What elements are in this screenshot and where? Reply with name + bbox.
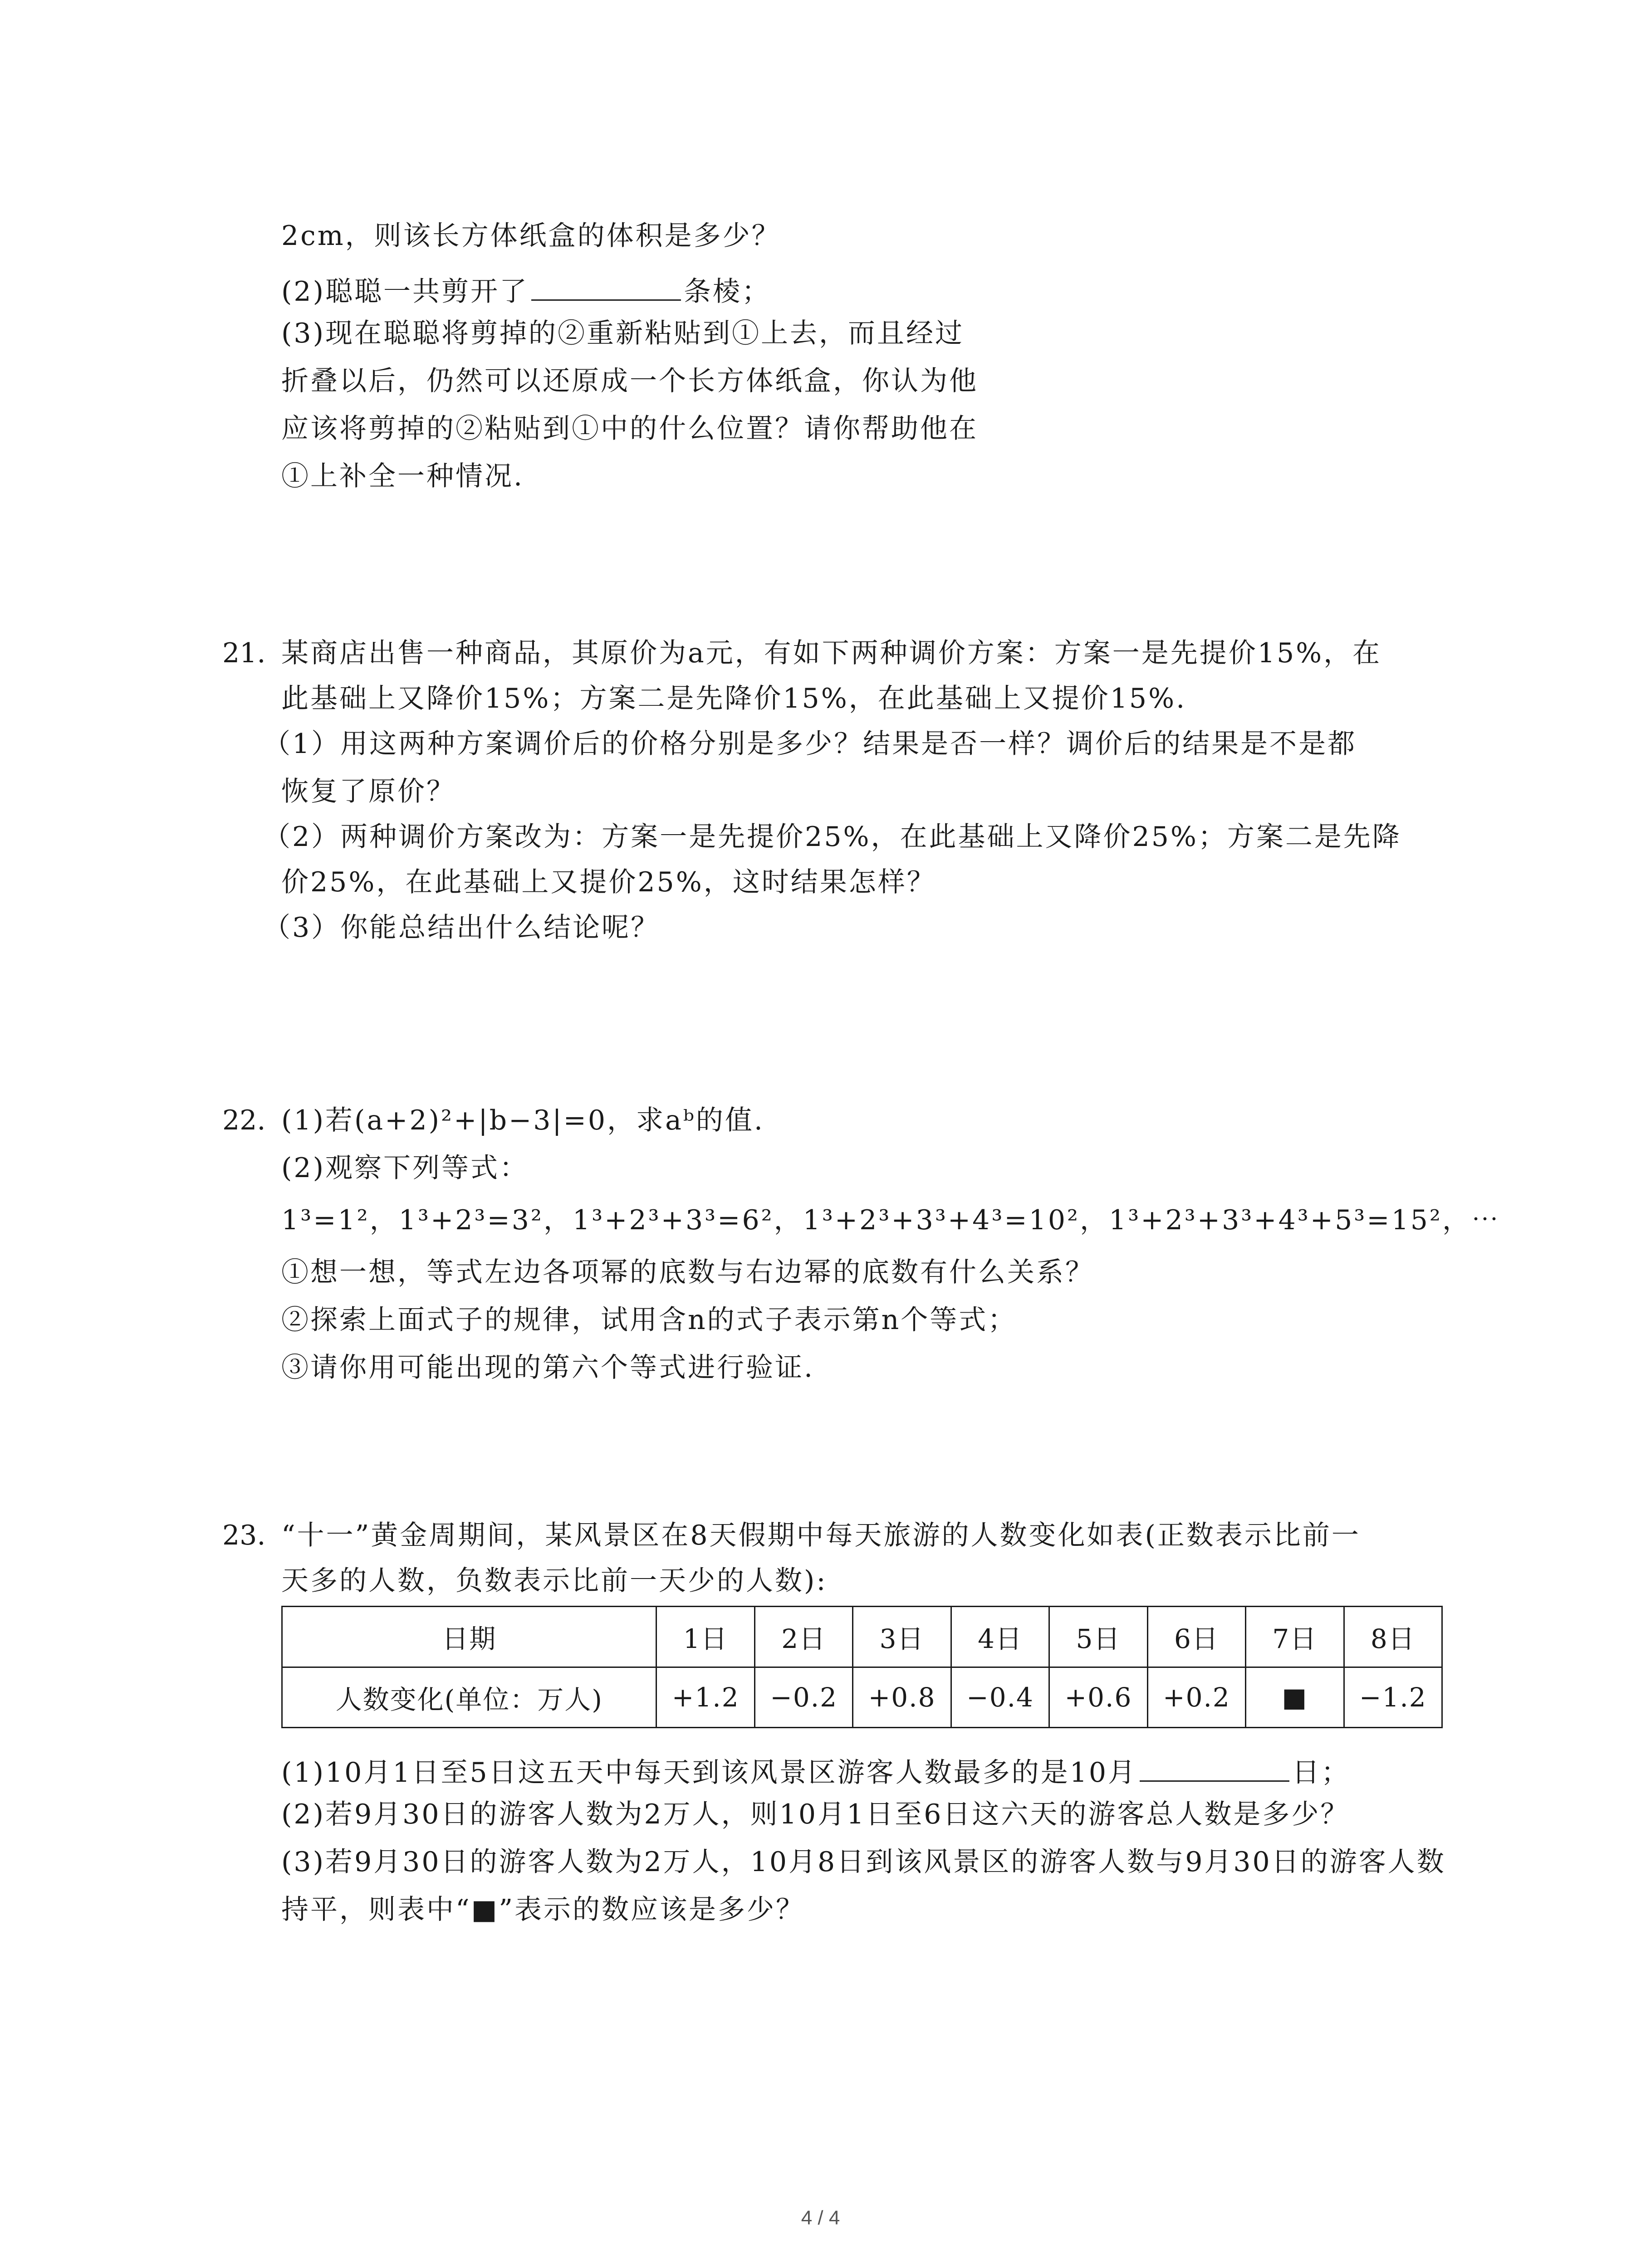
q21-line-6: 价25%，在此基础上又提价25%，这时结果怎样？ — [281, 866, 936, 898]
q23-line-6: 持平，则表中“■”表示的数应该是多少？ — [281, 1894, 805, 1926]
q23-line-4: (2)若9月30日的游客人数为2万人，则10月1日至6日这六天的游客总人数是多少？ — [281, 1799, 1350, 1830]
q23-part1-prefix: (1)10月1日至5日这五天中每天到该风景区游客人数最多的是10月 — [281, 1757, 1137, 1789]
q20-line-4: 折叠以后，仍然可以还原成一个长方体纸盒，你认为他 — [281, 365, 978, 397]
q22-line-3: 1³=1²，1³+2³=3²，1³+2³+3³=6²，1³+2³+3³+4³=10²，1³+2³+3³+4³+5³=15²，⋯ — [281, 1204, 1500, 1236]
table-cell-change: −0.2 — [754, 1667, 852, 1728]
table-cell-change-unknown: ■ — [1246, 1667, 1344, 1728]
q20-line-5: 应该将剪掉的②粘贴到①中的什么位置？请你帮助他在 — [281, 413, 978, 445]
table-cell-change: −0.4 — [951, 1667, 1049, 1728]
q23-line-2: 天多的人数，负数表示比前一天少的人数): — [281, 1565, 828, 1597]
q21-line-1: 某商店出售一种商品，其原价为a元，有如下两种调价方案：方案一是先提价15%，在 — [281, 637, 1382, 669]
q23-line-3 — [281, 1753, 1351, 1789]
table-cell-change: +1.2 — [656, 1667, 754, 1728]
q21-line-4: 恢复了原价？ — [281, 776, 456, 807]
table-cell-day: 7日 — [1246, 1607, 1344, 1667]
q21-line-3: （1）用这两种方案调价后的价格分别是多少？结果是否一样？调价后的结果是不是都 — [263, 728, 1357, 760]
q23-part1-suffix: 日； — [1292, 1757, 1351, 1789]
q23-line-5: (3)若9月30日的游客人数为2万人，10月8日到该风景区的游客人数与9月30日的游客人数 — [281, 1846, 1446, 1878]
table-cell-day: 2日 — [754, 1607, 852, 1667]
table-cell-change: +0.2 — [1147, 1667, 1245, 1728]
q23-line-1: “十一”黄金周期间，某风景区在8天假期中每天旅游的人数变化如表(正数表示比前一 — [281, 1520, 1361, 1551]
q20-line-1: 2cm，则该长方体纸盒的体积是多少？ — [281, 220, 781, 252]
table-row-changes — [282, 1667, 1442, 1728]
q22-number: 22. — [222, 1105, 266, 1136]
visitor-change-table — [281, 1606, 1443, 1728]
q21-line-2: 此基础上又降价15%；方案二是先降价15%，在此基础上又提价15%. — [281, 683, 1187, 714]
q21-line-7: （3）你能总结出什么结论呢？ — [263, 912, 660, 943]
q22-line-2: (2)观察下列等式： — [281, 1152, 529, 1184]
q20-line-3: (3)现在聪聪将剪掉的②重新粘贴到①上去，而且经过 — [281, 318, 964, 349]
table-header-change: 人数变化(单位：万人) — [282, 1667, 656, 1728]
q20-line-6: ①上补全一种情况. — [281, 460, 524, 492]
q22-line-5: ②探索上面式子的规律，试用含n的式子表示第n个等式； — [281, 1304, 1017, 1336]
table-cell-day: 8日 — [1344, 1607, 1442, 1667]
table-cell-change: +0.6 — [1049, 1667, 1147, 1728]
q23-number: 23. — [222, 1520, 266, 1551]
table-cell-day: 6日 — [1147, 1607, 1245, 1667]
q21-number: 21. — [222, 637, 266, 669]
answer-blank-day[interactable] — [1140, 1753, 1289, 1782]
table-cell-change: +0.8 — [853, 1667, 951, 1728]
q20-part2-prefix: (2)聪聪一共剪开了 — [281, 276, 529, 308]
q22-line-4: ①想一想，等式左边各项幂的底数与右边幂的底数有什么关系？ — [281, 1256, 1094, 1288]
q22-line-1: (1)若(a+2)²+|b−3|=0，求aᵇ的值. — [281, 1105, 764, 1136]
table-row-dates — [282, 1607, 1442, 1667]
page-number: 4 / 4 — [801, 2207, 840, 2229]
q20-line-2 — [281, 272, 771, 308]
table-cell-day: 4日 — [951, 1607, 1049, 1667]
q22-line-6: ③请你用可能出现的第六个等式进行验证. — [281, 1352, 815, 1383]
table-cell-change: −1.2 — [1344, 1667, 1442, 1728]
table-cell-day: 1日 — [656, 1607, 754, 1667]
table-cell-day: 3日 — [853, 1607, 951, 1667]
table-cell-day: 5日 — [1049, 1607, 1147, 1667]
answer-blank-edges[interactable] — [531, 272, 681, 301]
q21-line-5: （2）两种调价方案改为：方案一是先提价25%，在此基础上又降价25%；方案二是先降 — [263, 821, 1401, 853]
q20-part2-suffix: 条棱； — [684, 276, 771, 308]
table-header-date: 日期 — [282, 1607, 656, 1667]
